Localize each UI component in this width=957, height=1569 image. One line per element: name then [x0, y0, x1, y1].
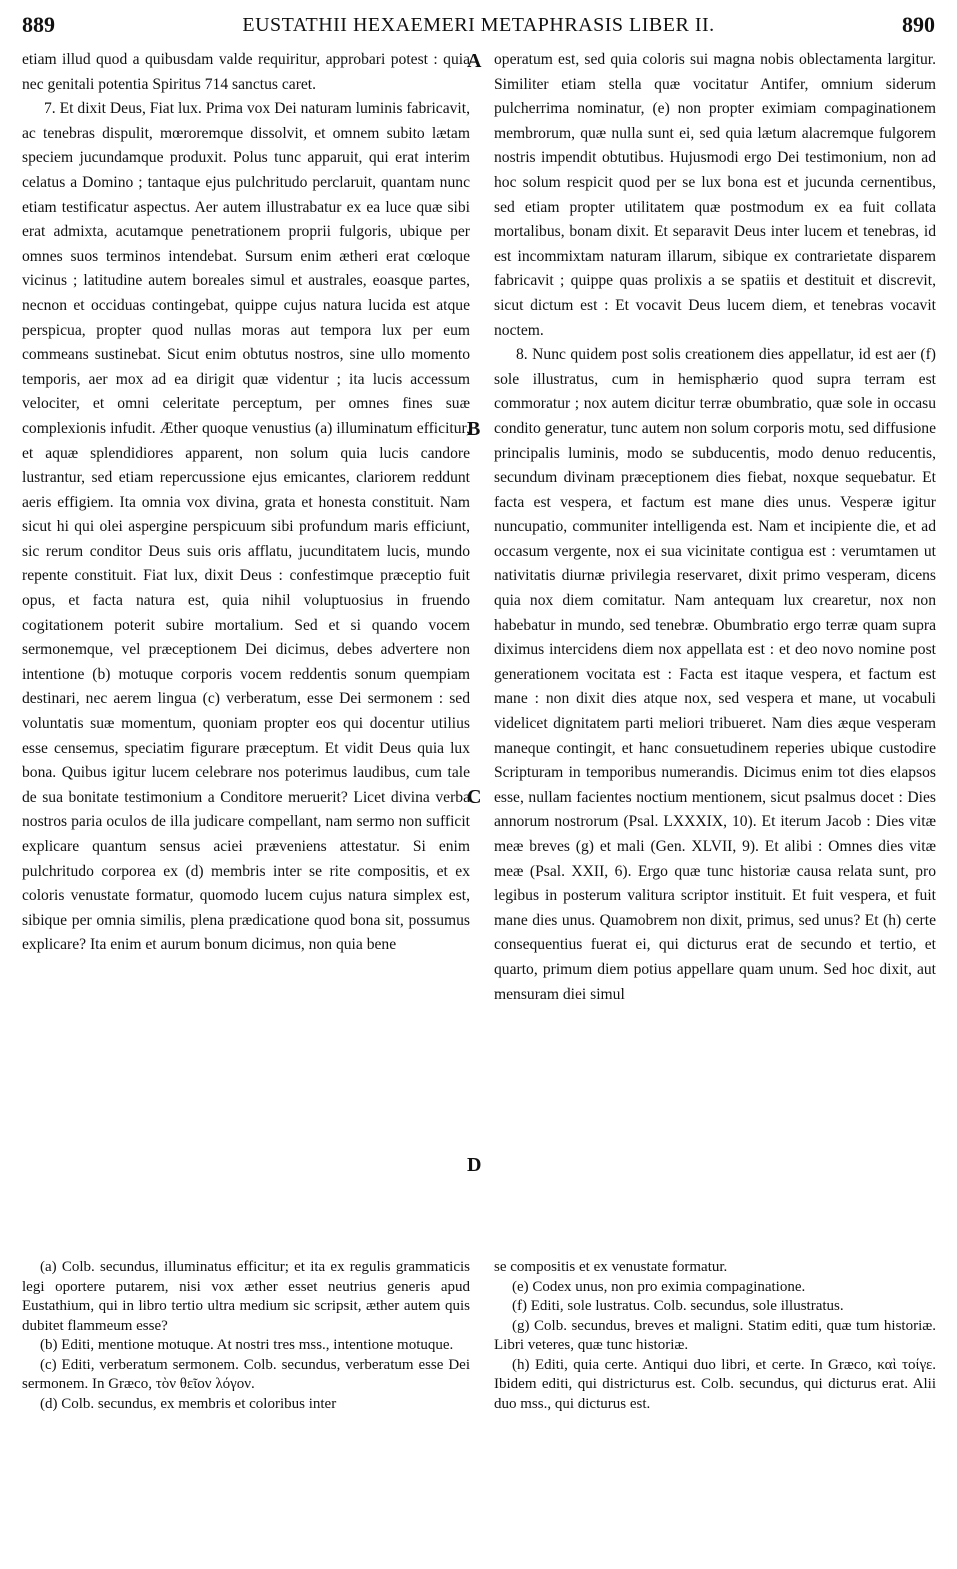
page-number-right: 890 — [902, 12, 935, 37]
margin-letter-b: B — [467, 418, 481, 440]
margin-letter-d: D — [467, 1154, 482, 1176]
footnote-f: (f) Editi, sole lustratus. Colb. secundus, sole illustratus. — [512, 1298, 844, 1314]
right-column — [494, 48, 936, 1007]
margin-letter-c: C — [467, 786, 482, 808]
footnote-d: (d) Colb. secundus, ex membris et coloribus inter — [40, 1395, 337, 1412]
left-column — [22, 48, 470, 958]
footnote-h: (h) Editi, quia certe. Antiqui duo libri, et certe. In Græco, καὶ τοίγε. Ibidem editi, qui districturus est. Colb. secundus, qui dicturus erat. Alii duo mss., qui dicturus est. — [494, 1356, 936, 1412]
page-number-left: 889 — [22, 12, 55, 37]
footnote-b: (b) Editi, mentione motuque. At nostri tres mss., intentione motuque. — [40, 1337, 454, 1353]
footnote-a: (a) Colb. secundus, illuminatus efficitur; et ita ex regulis grammaticis legi oportere putarem, nisi vox æther esset neutrius generis apud Eustathium, qui in libro tertio ultra medium sic scripsit, æther autem quis dubitet flammeum esse? — [22, 1259, 470, 1334]
footnote-e: (e) Codex unus, non pro eximia compaginatione. — [512, 1278, 806, 1295]
right-paragraph-1: operatum est, sed quia coloris sui magna nobis oblectamenta largitur. Similiter etiam stella quæ vocitatur Antifer, omnium siderum pulcherrima nominatur, (e) non propter eximiam compaginationem membrorum, quæ nulla sunt ei, sed quia lætum alacremque fulgorem nostris impendit obtutibus. Hujusmodi ergo Dei testimonium, non ad hoc solum respicit quod per se lux bona est et jucunda cernentibus, sed etiam propter utilitatem quæ postmodum ex ea fuit collata mortalibus, bonam dixit. Et separavit Deus inter lucem et tenebras, id est incommixtam naturam illarum, sibique ex contrarietate disparem fabricavit ; quippe quas prolixis a se spatiis et destituit et discrevit, sicut dictum est : Et vocavit Deus lucem diem, et tenebras vocavit noctem. — [494, 51, 936, 339]
right-paragraph-2: 8. Nunc quidem post solis creationem dies appellatur, id est aer (f) sole illustratus, cum in hemisphærio quod supra terram est commoratur ; nox autem dicitur terræ obumbratio, quæ sole in occasu condito generatur, tunc autem non solum corporis motu, sed diffusione principalis luminis, modo se subducentis, modo denuo reducentis, secundum divinam præceptionem dies fiebat, noxque sequebatur. Et facta est vespera, et factum est mane dies unus. Vesperæ igitur nuncupatio, communiter intelligenda est. Nam et incipiente die, et ad occasum vergente, nox ei sua vicinitate contigua est : verumtamen ut nativitatis diurnæ privilegia reservaret, dixit primo vesperam, dicens quia nox diem comitatur. Nam antequam lux crearetur, nox non habebatur in mundo, sed tenebræ. Obumbratio ergo terræ quam supra diximus intercidens diem nox appellata est : et deo novo nomine post generationem vocitata est : Facta est itaque vespera, et factum est mane : non dixit dies atque nox, sed vespera et mane, ut vocabuli videlicet dignitatem parti meliori tribueret. Nam dies æque vesperam maneque contingit, et hanc consuetudinem reperies ubique custodire Scripturam in temporibus numerandis. Dicimus enim tot dies elapsos esse, nullam facientes noctium mentionem, sicut psalmus docet : Dies annorum nostrorum (Psal. LXXXIX, 10). Et iterum Jacob : Dies vitæ meæ breves (g) et mali (Gen. XLVII, 9). Et alibi : Omnes dies vitæ meæ (Psal. XXII, 6). Ergo quæ tunc historiæ causa relata sunt, pro legibus in posterum valitura scriptor instituit. Et fuit vespera, et fuit mane dies unus. Quamobrem non dixit, primus, sed unus? Et (h) certe consequentius fuerat ei, qui dicturus erat de secundo et tertio, et quarto, primum diem potius appellare quam unum. Sed hoc dixit, aut mensuram diei simul — [494, 346, 936, 1003]
left-paragraph-2: 7. Et dixit Deus, Fiat lux. Prima vox Dei naturam luminis fabricavit, ac tenebras dispulit, mœroremque dissolvit, et omnem subito lætam speciem jucundamque produxit. Polus tunc apparuit, qui erat interim celatus a Domino ; tantaque ejus pulchritudo perclaruit, quantam nunc etiam testificatur aspectus. Aer autem illustrabatur ex ea luce quæ sibi erat admixta, acutamque penetrationem proprii fulgoris, ubique per omnes suos terminos intendebat. Sursum enim ætheri erat cœloque vicinus ; latitudine autem boreales simul et australes, eoasque partes, necnon et occiduas contingebat, quippe cujus natura lucida est atque perspicua, propter quod nullas moras aut tempora lux per eum commeans sustinebat. Sicut enim obtutus nostros, sine ullo momento temporis, aer mox ad ea dirigit quæ videntur ; ita lucis accessum velociter, et omni celeritate perceptum, per omnes fines suæ complexionis infudit. Æther quoque venustius (a) illuminatum efficitur, et aquæ splendidiores apparent, non solum quia lucis candore lustrantur, sed etiam repercussione ejus emicantes, clariorem reddunt aeris effigiem. Ita omnia vox divina, grata et honesta constituit. Nam sicut hi qui olei aspergine perspicuum sibi profundum maris efficiunt, sic rerum conditor Deus suis oris afflatu, jucunditatem lucis, mundo repente constituit. Fiat lux, dixit Deus : confestimque præceptio fuit opus, et facta natura est, quia nihil voluptuosius in fruendo cogitationem poterit subire mortalium. Sed et si quando vocem sermonemque, vel præceptionem Dei dicimus, debes advertere non intentione (b) motuque corporis vocem reddentis sonum quempiam destinari, nec aerem lingua (c) verberatum, esse Dei sermonem : sed voluntatis suæ momentum, quoniam propter eos qui docentur utilius esse censemus, speciatim figurare præceptum. Et vidit Deus quia lux bona. Quibus igitur lucem celebrare nos poterimus laudibus, cum tale de sua bonitate testimonium a Conditore meruerit? Licet divina verba nostros paria oculos de illa judicare compellant, nam sermo non sufficit explicare quantum sensus aciei præveniens attestatur. Si enim pulchritudo corporea ex (d) membris inter se rite compositis, et ex coloris venustate formatur, quomodo lucem cujus natura simplex est, sibique per omnia similis, plena prædicatione quod bona sit, possumus explicare? Ita enim et aurum bonum dicimus, non quia bene — [22, 100, 470, 954]
running-header — [22, 6, 935, 40]
running-title: EUSTATHII HEXAEMERI METAPHRASIS LIBER II. — [242, 14, 715, 36]
footnote-d-continued: se compositis et ex venustate formatur. — [494, 1259, 728, 1275]
left-paragraph-1: etiam illud quod a quibusdam valde requiritur, approbari potest : quia nec genitali potentia Spiritus 714 sanctus caret. — [22, 51, 470, 93]
footnote-c: (c) Editi, verberatum sermonem. Colb. secundus, verberatum esse Dei sermonem. In Græco, τὸν θεῖον λόγον. — [22, 1356, 470, 1392]
footnotes-right — [494, 1258, 936, 1414]
margin-letter-a: A — [467, 50, 482, 72]
footnote-g: (g) Colb. secundus, breves et maligni. Statim editi, quæ tum historiæ. Libri veteres, quæ tunc historiæ. — [494, 1317, 936, 1353]
footnotes-left — [22, 1258, 470, 1414]
